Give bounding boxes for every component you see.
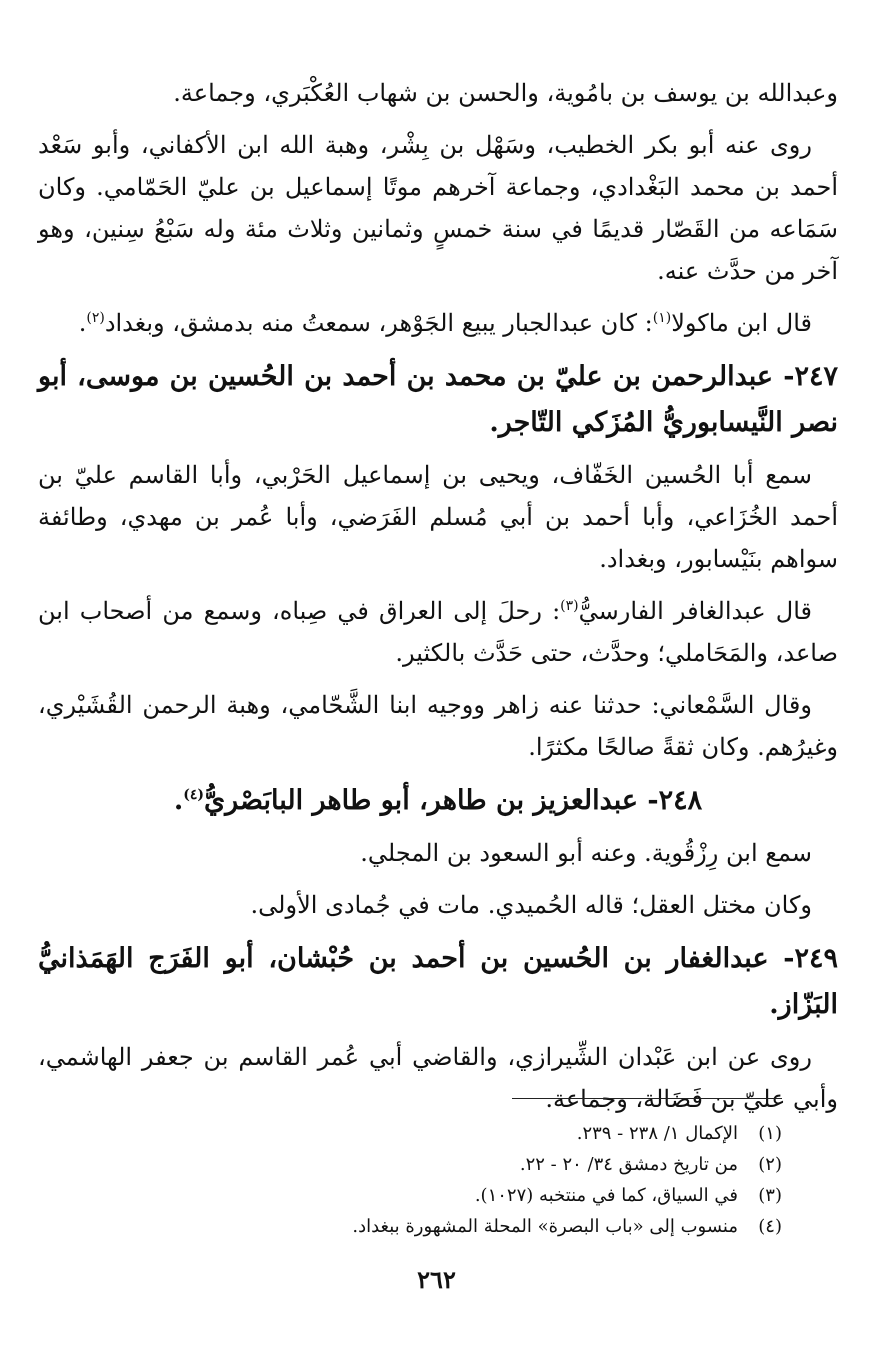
footnote-4-text: منسوب إلى «باب البصرة» المحلة المشهورة ببغداد. bbox=[352, 1216, 738, 1237]
paragraph-1: وعبدالله بن يوسف بن بامُوية، والحسن بن شهاب العُكْبَري، وجماعة. bbox=[173, 79, 838, 107]
entry-heading-249: ٢٤٩- عبدالغفار بن الحُسين بن أحمد بن حُبْشان، أبو الفَرَج الهَمَذانيُّ البَزّاز. bbox=[38, 943, 838, 1020]
footnote-divider bbox=[512, 1098, 782, 1099]
paragraph-3 bbox=[38, 302, 838, 344]
footnote-3 bbox=[132, 1180, 782, 1211]
footnote-ref-4: (٤) bbox=[183, 787, 205, 803]
paragraph-7: وقال السَّمْعاني: حدثنا عنه زاهر ووجيه ابنا الشَّحّامي، وهبة الرحمن القُشَيْري، وغيرُهم. وكان ثقةً صالحًا مكثرًا. bbox=[38, 691, 838, 761]
paragraph-6-end: : رحلَ إلى العراق في صِباه، وسمع من أصحاب ابن صاعد، والمَحَاملي؛ وحدَّث، حتى حَدَّث بالكثير. bbox=[38, 597, 838, 667]
entry-248-text: ٢٤٨- عبدالعزيز بن طاهر، أبو طاهر البابَصْريُّ bbox=[204, 785, 703, 816]
footnote-4-number: (٤) bbox=[758, 1216, 782, 1237]
paragraph-9: سمع ابن رِزْقُوية. وعنه أبو السعود بن المجلي. bbox=[360, 839, 812, 867]
paragraph-10: وكان مختل العقل؛ قاله الحُميدي. مات في جُمادى الأولى. bbox=[250, 891, 812, 919]
footnote-3-number: (٣) bbox=[758, 1185, 782, 1206]
footnote-4 bbox=[132, 1211, 782, 1242]
entry-heading-247: ٢٤٧- عبدالرحمن بن عليّ بن محمد بن أحمد بن الحُسين بن موسى، أبو نصر النَّيسابوريُّ المُزَكي التّاجر. bbox=[38, 361, 838, 438]
paragraph-3-end: . bbox=[78, 309, 87, 337]
footnotes bbox=[132, 1118, 782, 1242]
footnote-1-number: (١) bbox=[758, 1123, 782, 1144]
footnote-ref-3: (٣) bbox=[560, 598, 579, 614]
paragraph-6 bbox=[38, 590, 838, 674]
footnote-ref-1: (١) bbox=[652, 310, 672, 326]
footnote-ref-2: (٢) bbox=[86, 310, 105, 326]
paragraph-12: روى عن ابن عَبْدان الشِّيرازي، والقاضي أبي عُمر القاسم بن جعفر الهاشمي، وأبي عليّ بن فَضَالة، وجماعة. bbox=[38, 1043, 838, 1113]
footnote-2-number: (٢) bbox=[758, 1154, 782, 1175]
paragraph-5: سمع أبا الحُسين الخَفّاف، ويحيى بن إسماعيل الحَرْبي، وأبا القاسم عليّ بن أحمد الخُزَاعي، وأبا أحمد بن أبي مُسلم الفَرَضي، وأبا عُمر بن مهدي، وطائفة سواهم بنَيْسابور، وبغداد. bbox=[38, 461, 838, 573]
page-number: ٢٦٢ bbox=[417, 1265, 456, 1294]
entry-heading-248 bbox=[38, 778, 838, 824]
paragraph-3-middle: : كان عبدالجبار يبيع الجَوْهر، سمعتُ منه بدمشق، وبغداد bbox=[104, 309, 653, 337]
footnote-1-text: الإكمال ١/ ٢٣٨ - ٢٣٩. bbox=[576, 1123, 738, 1144]
footnote-3-text: في السياق، كما في منتخبه (١٠٢٧). bbox=[474, 1185, 738, 1206]
paragraph-2: روى عنه أبو بكر الخطيب، وسَهْل بن بِشْر، وهبة الله ابن الأكفاني، وأبو سَعْد أحمد بن محمد البَغْدادي، وجماعة آخرهم موتًا إسماعيل بن عليّ الحَمّامي. وكان سَمَاعه من القَصّار قديمًا في سنة خمسٍ وثمانين وثلاث مئة وله سَبْعُ سِنين، وهو آخر من حدَّث عنه. bbox=[38, 131, 838, 285]
paragraph-6-start: قال عبدالغافر الفارسيُّ bbox=[578, 597, 812, 625]
page-body bbox=[38, 72, 838, 1130]
paragraph-3-start: قال ابن ماكولا bbox=[671, 309, 812, 337]
footnote-2 bbox=[132, 1149, 782, 1180]
footnote-2-text: من تاريخ دمشق ٣٤/ ٢٠ - ٢٢. bbox=[519, 1154, 738, 1175]
entry-248-end: . bbox=[173, 785, 184, 816]
footnote-1 bbox=[132, 1118, 782, 1149]
